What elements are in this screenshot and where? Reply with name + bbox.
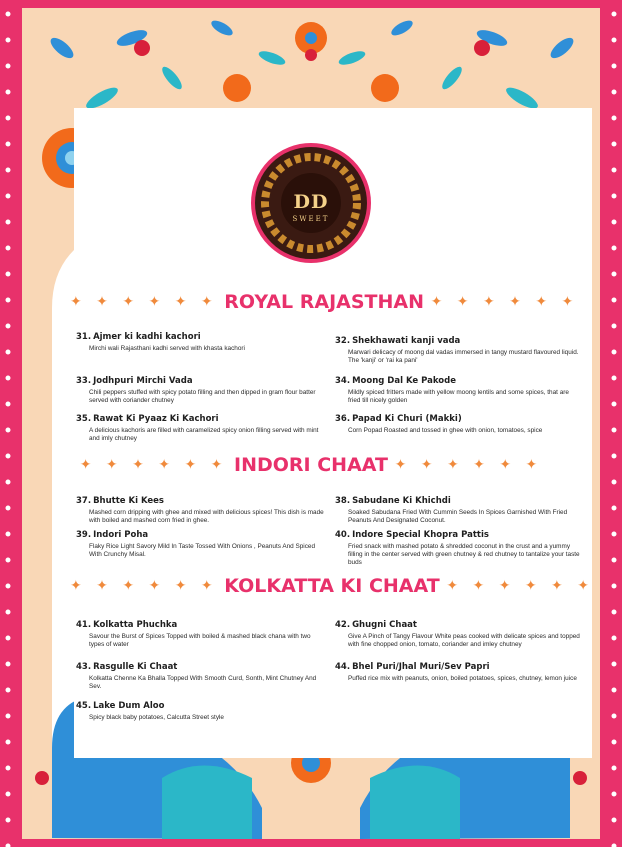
border-dot [612, 116, 617, 121]
section-title-kolkatta-ki-chaat [70, 575, 594, 597]
border-dot [612, 142, 617, 147]
section-heading: INDORI CHAAT [234, 454, 388, 476]
border-dot [6, 766, 11, 771]
border-dot [612, 402, 617, 407]
logo-subtext: SWEET [292, 215, 330, 223]
item-number: 38. [335, 496, 351, 506]
item-description: Puffed rice mix with peanuts, onion, boiled potatoes, spices, chutney, lemon juice [348, 675, 577, 682]
border-dot [612, 584, 617, 589]
border-dot [6, 194, 11, 199]
star-decoration-left: ✦ ✦ ✦ ✦ ✦ ✦ [70, 294, 218, 310]
item-description: Marwari delicacy of moong dal vadas immersed in tangy mustard flavoured liquid. The 'kanji' or 'rai ka pani' [348, 349, 579, 364]
star-decoration-right: ✦ ✦ ✦ ✦ ✦ ✦ [430, 294, 579, 310]
item-description: Spicy black baby potatoes, Calcutta Street style [89, 714, 224, 721]
item-name: Bhel Puri/Jhal Muri/Sev Papri [352, 662, 490, 672]
section-heading: KOLKATTA KI CHAAT [224, 575, 440, 597]
border-dot [6, 740, 11, 745]
item-description: Savour the Burst of Spices Topped with boiled & mashed black chana with two types of water [89, 633, 311, 648]
item-name: Papad Ki Churi (Makki) [352, 414, 462, 424]
menu-item [335, 496, 583, 525]
item-name: Ghugni Chaat [352, 620, 417, 630]
border-dot [612, 532, 617, 537]
star-decoration-left: ✦ ✦ ✦ ✦ ✦ ✦ [70, 578, 218, 594]
border-dot [612, 12, 617, 17]
item-number: 34. [335, 376, 351, 386]
border-dot [612, 480, 617, 485]
border-dot [612, 298, 617, 303]
border-dot [6, 792, 11, 797]
item-description: A delicious kachoris are filled with caramelized spicy onion filling served with mint and imly chutney [89, 427, 319, 442]
menu-item [76, 530, 324, 559]
border-dot [612, 272, 617, 277]
border-dot [612, 376, 617, 381]
border-dot [6, 38, 11, 43]
border-dot [6, 688, 11, 693]
border-dot [612, 558, 617, 563]
border-dot [612, 636, 617, 641]
border-dot [612, 350, 617, 355]
menu-item [76, 332, 324, 353]
border-dot [612, 766, 617, 771]
item-number: 32. [335, 336, 351, 346]
item-description: Flaky Rice Light Savory Mild In Taste Tossed With Onions , Peanuts And Spiced With Crunchy Misal. [89, 543, 316, 558]
item-number: 39. [76, 530, 92, 540]
star-decoration-right: ✦ ✦ ✦ ✦ ✦ ✦ [394, 457, 543, 473]
border-dot [6, 454, 11, 459]
item-number: 36. [335, 414, 351, 424]
border-dot [612, 194, 617, 199]
item-name: Jodhpuri Mirchi Vada [93, 376, 193, 386]
item-description: Mirchi wali Rajasthani kadhi served with khasta kachori [89, 345, 245, 352]
menu-item [335, 336, 583, 365]
item-name: Kolkatta Phuchka [93, 620, 178, 630]
border-dot [612, 38, 617, 43]
border-dot [6, 298, 11, 303]
border-dot [6, 376, 11, 381]
border-dot [6, 714, 11, 719]
border-dot [612, 506, 617, 511]
border-dot [6, 350, 11, 355]
border-dot [6, 90, 11, 95]
border-dot [6, 844, 11, 847]
item-description: Mashed corn dripping with ghee and mixed with delicious spices! This dish is made with boiled and mashed corn fried in ghee. [89, 509, 324, 524]
item-description: Fried snack with mashed potato & shredded coconut in the crust and a yummy filling in the center served with green chutney & red chutney to tantalize your taste buds [348, 543, 580, 566]
menu-item [76, 376, 324, 405]
item-description: Chili peppers stuffed with spicy potato filling and then dipped in gram flour batter served with coriander chutney [89, 389, 316, 404]
menu-item [335, 376, 583, 405]
item-name: Rawat Ki Pyaaz Ki Kachori [93, 414, 219, 424]
menu-item [335, 414, 583, 435]
border-dot [6, 116, 11, 121]
border-dot [6, 142, 11, 147]
item-name: Lake Dum Aloo [93, 701, 165, 711]
border-dot [6, 506, 11, 511]
item-name: Shekhawati kanji vada [352, 336, 461, 346]
item-number: 37. [76, 496, 92, 506]
border-dot [612, 64, 617, 69]
item-number: 43. [76, 662, 92, 672]
logo-text: DD [293, 191, 329, 213]
item-description: Kolkatta Chenne Ka Bhalla Topped With Smooth Curd, Sonth, Mint Chutney And Sev. [89, 675, 317, 690]
section-title-royal-rajasthan [70, 291, 579, 313]
menu-item [76, 496, 324, 525]
section-heading: ROYAL RAJASTHAN [224, 291, 424, 313]
menu-item [76, 620, 324, 649]
border-dot [612, 90, 617, 95]
border-dot [612, 844, 617, 847]
border-dot [6, 818, 11, 823]
border-dot [612, 454, 617, 459]
dd-sweet-logo [251, 143, 371, 263]
border-dot [612, 688, 617, 693]
item-name: Rasgulle Ki Chaat [93, 662, 178, 672]
item-number: 31. [76, 332, 92, 342]
item-name: Ajmer ki kadhi kachori [93, 332, 201, 342]
item-number: 40. [335, 530, 351, 540]
item-name: Indori Poha [93, 530, 149, 540]
item-name: Indore Special Khopra Pattis [352, 530, 489, 540]
item-number: 35. [76, 414, 92, 424]
border-dot [6, 220, 11, 225]
menu-item [76, 662, 324, 691]
item-description: Corn Popad Roasted and tossed in ghee with onion, tomatoes, spice [348, 427, 543, 434]
border-dot [612, 792, 617, 797]
border-dot [612, 324, 617, 329]
star-decoration-left: ✦ ✦ ✦ ✦ ✦ ✦ [79, 457, 228, 473]
menu-item [76, 701, 324, 722]
section-title-indori-chaat [70, 454, 552, 476]
star-decoration-right: ✦ ✦ ✦ ✦ ✦ ✦ [446, 578, 594, 594]
item-number: 45. [76, 701, 92, 711]
item-name: Sabudane Ki Khichdi [352, 496, 451, 506]
border-dot [612, 610, 617, 615]
border-dot [612, 818, 617, 823]
border-dot [6, 610, 11, 615]
border-dot [6, 272, 11, 277]
border-dot [612, 662, 617, 667]
border-dot [6, 532, 11, 537]
item-number: 42. [335, 620, 351, 630]
border-dot [612, 246, 617, 251]
border-dot [612, 168, 617, 173]
border-dot [6, 168, 11, 173]
menu-item [76, 414, 324, 443]
item-number: 44. [335, 662, 351, 672]
item-name: Bhutte Ki Kees [93, 496, 164, 506]
border-dot [6, 558, 11, 563]
item-number: 41. [76, 620, 92, 630]
border-dot [6, 12, 11, 17]
border-dot [6, 480, 11, 485]
border-dot [612, 428, 617, 433]
border-dot [612, 220, 617, 225]
item-description: Give A Pinch of Tangy Flavour White peas cooked with delicate spices and topped with fine chopped onion, tomato, coriander and imley chutney [348, 633, 580, 648]
border-dot [6, 324, 11, 329]
border-dot [6, 246, 11, 251]
border-dot [6, 584, 11, 589]
item-description: Mildly spiced fritters made with yellow moong lentils and some spices, that are fried till nicely golden [348, 389, 569, 404]
border-dot [6, 662, 11, 667]
item-name: Moong Dal Ke Pakode [352, 376, 456, 386]
menu-item [335, 662, 583, 683]
border-dot [6, 402, 11, 407]
border-dot [612, 714, 617, 719]
border-dot [6, 636, 11, 641]
menu-item [335, 620, 583, 649]
item-description: Soaked Sabudana Fried With Cummin Seeds In Spices Garnished With Fried Peanuts And Designated Coconut. [348, 509, 568, 524]
menu-item [335, 530, 583, 567]
border-dot [612, 740, 617, 745]
item-number: 33. [76, 376, 92, 386]
border-dot [6, 64, 11, 69]
border-dot [6, 428, 11, 433]
